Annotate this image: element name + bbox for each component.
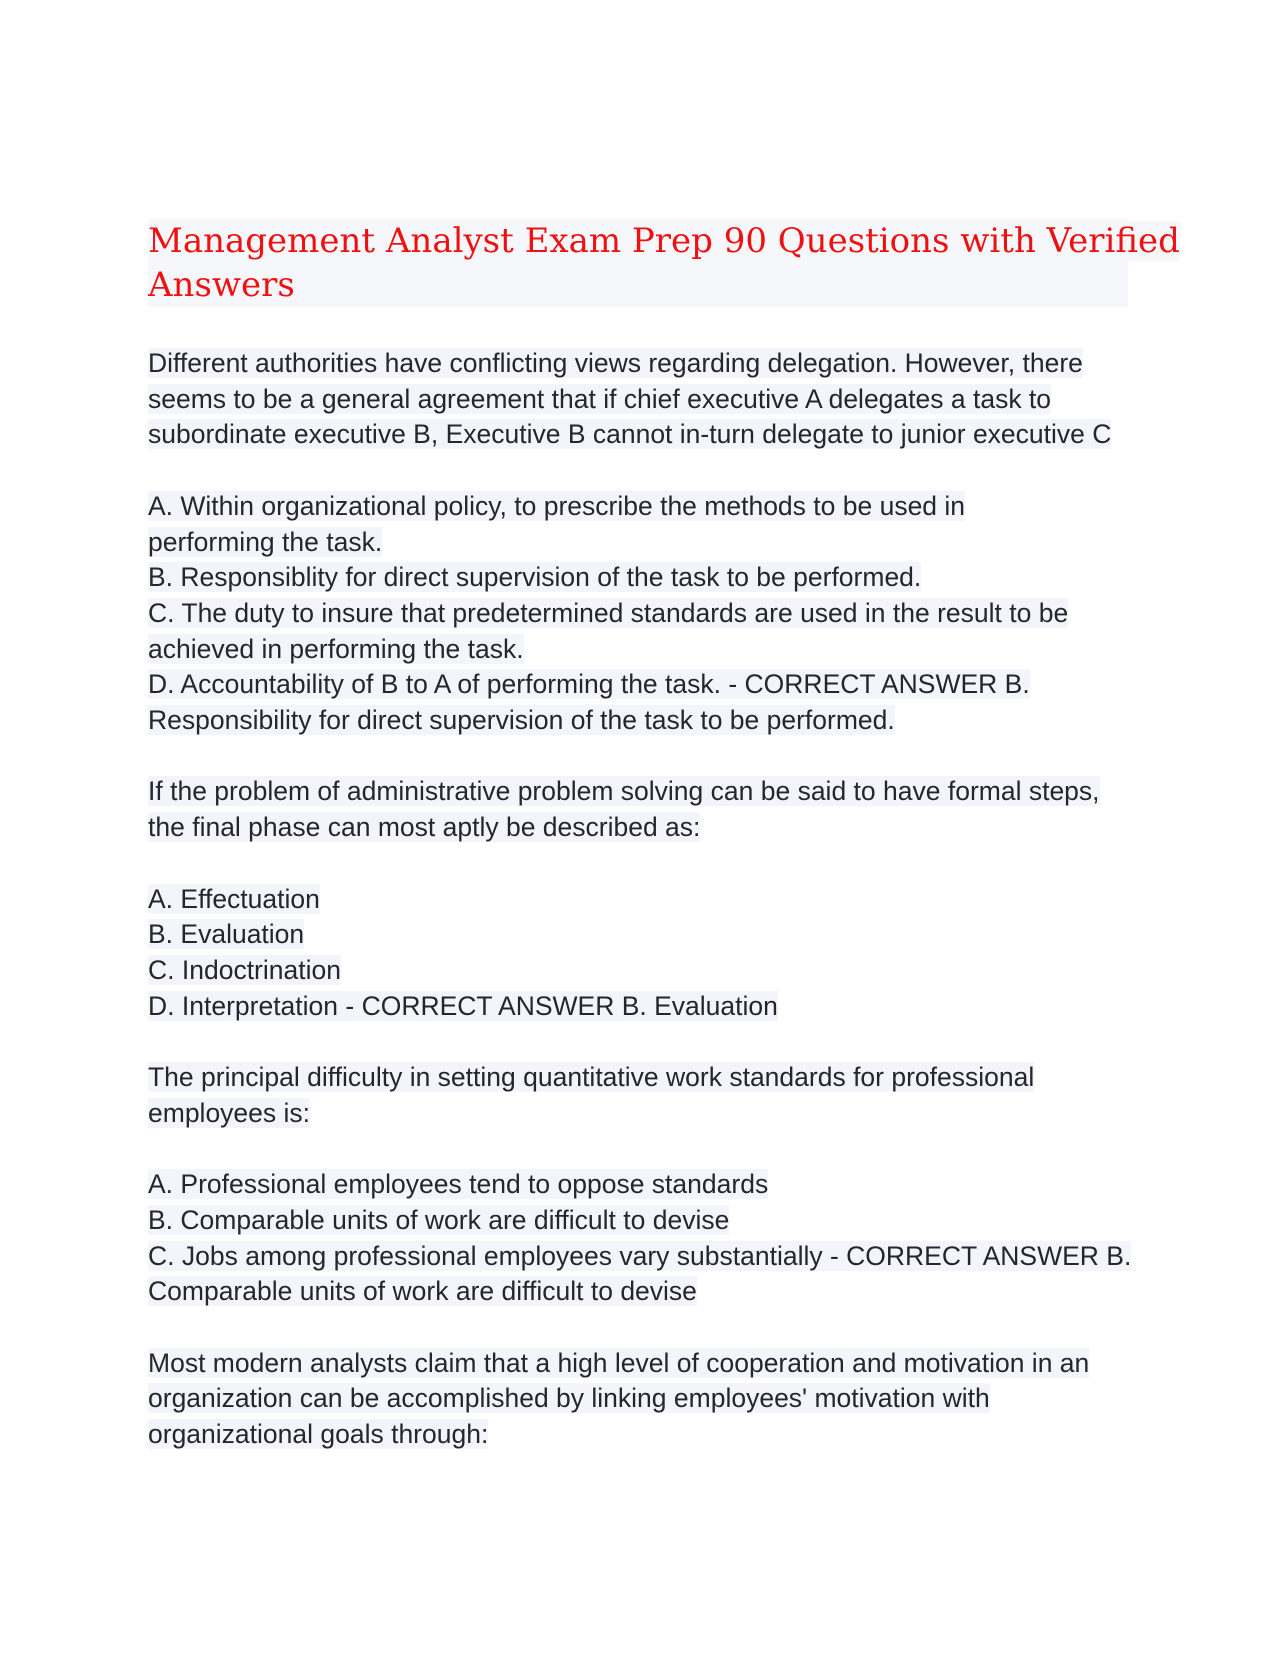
text-line: If the problem of administrative problem solving can be said to have formal steps, [148, 776, 1100, 807]
option-line: B. Evaluation [148, 919, 305, 950]
question-3-prompt [148, 1060, 1148, 1131]
paragraph-gap [148, 1131, 1148, 1167]
option-line: B. Responsiblity for direct supervision of the task to be performed. [148, 562, 922, 593]
text-line: employees is: [148, 1097, 311, 1128]
document-body [148, 346, 1148, 1453]
option-line: C. Indoctrination [148, 954, 341, 985]
option-line: A. Within organizational policy, to prescribe the methods to be used in [148, 490, 966, 521]
answer-line: C. Jobs among professional employees vary substantially - CORRECT ANSWER B. [148, 1240, 1132, 1271]
answer-line: D. Accountability of B to A of performing the task. - CORRECT ANSWER B. [148, 669, 1030, 700]
title-line: Management Analyst Exam Prep 90 Questions with Verified [148, 221, 1180, 261]
text-line: Most modern analysts claim that a high level of cooperation and motivation in an [148, 1347, 1090, 1378]
question-1-prompt [148, 346, 1148, 453]
answer-line: Comparable units of work are difficult to devise [148, 1276, 697, 1307]
option-line: A. Professional employees tend to oppose standards [148, 1169, 769, 1200]
paragraph-gap [148, 1024, 1148, 1060]
answer-line: D. Interpretation - CORRECT ANSWER B. Evaluation [148, 990, 778, 1021]
question-2-options [148, 882, 1148, 1025]
text-line: organizational goals through: [148, 1419, 489, 1449]
answer-line: Responsibility for direct supervision of the task to be performed. [148, 705, 895, 736]
option-line: B. Comparable units of work are difficult to devise [148, 1204, 730, 1235]
question-3-options [148, 1167, 1148, 1310]
text-line: seems to be a general agreement that if chief executive A delegates a task to [148, 383, 1052, 414]
option-line: achieved in performing the task. [148, 633, 524, 664]
text-line: Different authorities have conflicting views regarding delegation. However, there [148, 348, 1083, 378]
document-title [148, 219, 1180, 307]
option-line: performing the task. [148, 526, 383, 557]
option-line: C. The duty to insure that predetermined standards are used in the result to be [148, 597, 1069, 628]
paragraph-gap [148, 1310, 1148, 1346]
option-line: A. Effectuation [148, 883, 320, 914]
paragraph-gap [148, 739, 1148, 775]
paragraph-gap [148, 846, 1148, 882]
title-line: Answers [148, 265, 295, 305]
text-line: subordinate executive B, Executive B cannot in-turn delegate to junior executive C [148, 419, 1112, 450]
paragraph-gap [148, 453, 1148, 489]
question-2-prompt [148, 774, 1148, 845]
text-line: organization can be accomplished by linking employees' motivation with [148, 1383, 990, 1414]
question-1-options [148, 489, 1148, 739]
text-line: The principal difficulty in setting quantitative work standards for professional [148, 1062, 1035, 1092]
question-4-prompt [148, 1346, 1148, 1453]
text-line: the final phase can most aptly be described as: [148, 812, 701, 843]
